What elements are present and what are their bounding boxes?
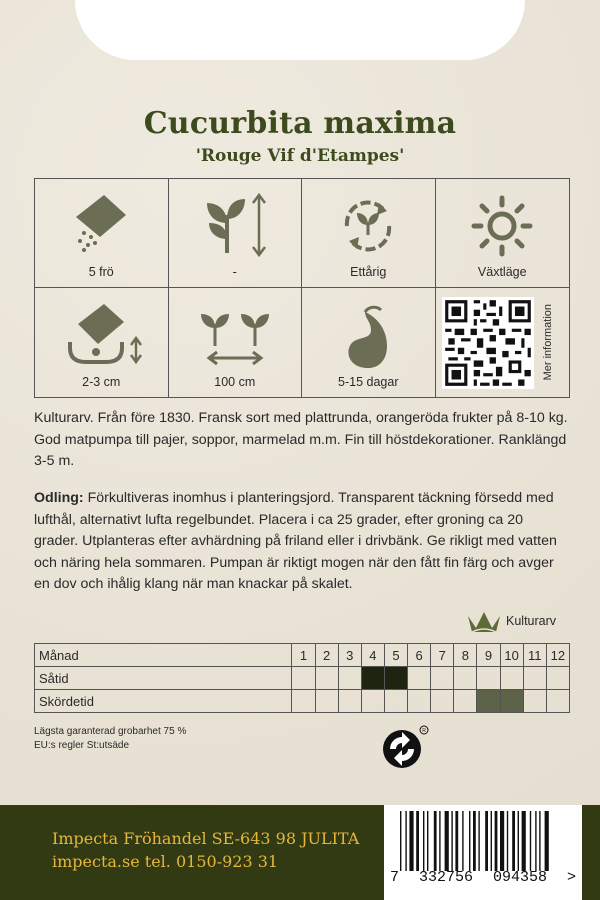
seed-packet-icon [66, 193, 136, 259]
barcode-bar [485, 811, 488, 871]
barcode-bar [522, 811, 526, 871]
barcode-bar [491, 811, 492, 871]
month-5: 5 [384, 644, 407, 667]
info-cell-seed-count [35, 179, 169, 288]
qr-code-icon[interactable] [442, 297, 534, 389]
calendar-cell [523, 667, 546, 690]
barcode-bar [539, 811, 540, 871]
calendar-row-harvest [35, 690, 570, 713]
calendar-cell [384, 690, 407, 713]
barcode-bar [500, 811, 504, 871]
product-title: Cucurbita maxima [143, 106, 457, 141]
barcode-bar [530, 811, 531, 871]
month-1: 1 [292, 644, 315, 667]
company-address: Impecta Fröhandel SE-643 98 JULITA [52, 829, 360, 848]
barcode-bar [423, 811, 424, 871]
barcode-digit-group-1: 332756 [418, 869, 473, 886]
month-10: 10 [500, 644, 523, 667]
calendar-cell [315, 690, 338, 713]
calendar-cell [477, 690, 500, 713]
calendar-cell [546, 690, 569, 713]
info-cell-sowing-depth [35, 288, 169, 397]
calendar-cell [361, 667, 384, 690]
barcode-bar [427, 811, 428, 871]
cultivation-heading: Odling: [34, 490, 84, 506]
life-cycle-label: Ettårig [350, 265, 387, 279]
company-contact: impecta.se tel. 0150-923 31 [52, 852, 279, 871]
barcode-bar [455, 811, 458, 871]
eu-regulation-note: EU:s regler St:utsäde [34, 740, 130, 751]
green-dot-icon [380, 722, 430, 777]
barcode-digits [384, 869, 582, 886]
more-info-label[interactable]: Mer information [541, 304, 554, 381]
calendar-cell [431, 690, 454, 713]
germination-label: 5-15 dagar [338, 375, 399, 389]
barcode-bar [439, 811, 440, 871]
month-header: Månad [35, 644, 292, 667]
barcode-bar [545, 811, 549, 871]
sowing-time-label: Såtid [35, 667, 292, 690]
calendar-cell [338, 690, 361, 713]
month-12: 12 [546, 644, 569, 667]
calendar-cell [292, 690, 315, 713]
barcode-bar [405, 811, 406, 871]
calendar-cell [477, 667, 500, 690]
calendar-cell [454, 690, 477, 713]
barcode-bar [495, 811, 498, 871]
calendar-cell [454, 667, 477, 690]
sowing-depth-icon [56, 302, 146, 368]
barcode-bar [462, 811, 463, 871]
seed-count-label: 5 frö [88, 265, 114, 279]
calendar-cell [292, 667, 315, 690]
calendar-cell [431, 667, 454, 690]
barcode-bar [473, 811, 476, 871]
month-2: 2 [315, 644, 338, 667]
barcode-bar [445, 811, 449, 871]
info-cell-location [436, 179, 570, 288]
barcode-bars [384, 805, 582, 875]
barcode-bar [518, 811, 519, 871]
calendar-cell [500, 690, 523, 713]
barcode-bar [400, 811, 401, 871]
calendar-cell [384, 667, 407, 690]
info-cell-more-info[interactable] [436, 288, 570, 397]
barcode [384, 805, 582, 900]
barcode-digit-group-2: 094358 [492, 869, 547, 886]
barcode-bar [451, 811, 452, 871]
plant-height-label: - [232, 265, 237, 279]
crown-icon [466, 608, 502, 634]
info-cell-plant-spacing [169, 288, 303, 397]
germination-icon [335, 302, 401, 372]
info-grid [34, 178, 570, 398]
sun-icon [469, 193, 535, 259]
barcode-bar [416, 811, 419, 871]
calendar-cell [315, 667, 338, 690]
info-cell-plant-height [169, 179, 303, 288]
info-cell-life-cycle [302, 179, 436, 288]
month-4: 4 [361, 644, 384, 667]
calendar-header-row [35, 644, 570, 667]
plant-spacing-icon [195, 302, 275, 368]
barcode-bar [507, 811, 508, 871]
month-9: 9 [477, 644, 500, 667]
barcode-bar [478, 811, 479, 871]
barcode-digit-suffix: > [566, 869, 576, 886]
calendar-cell [361, 690, 384, 713]
sowing-depth-label: 2-3 cm [82, 375, 121, 389]
product-subtitle: 'Rouge Vif d'Etampes' [195, 146, 405, 166]
hanger-cutout [75, 0, 525, 60]
calendar-row-sowing [35, 667, 570, 690]
svg-text:R: R [422, 728, 426, 734]
plant-height-icon [195, 193, 275, 259]
calendar-cell [500, 667, 523, 690]
calendar-cell [408, 690, 431, 713]
info-cell-germination [302, 288, 436, 397]
calendar-cell [546, 667, 569, 690]
barcode-bar [512, 811, 515, 871]
description-text: Kulturarv. Från före 1830. Fransk sort med plattrunda, orangeröda frukter på 8-10 kg. God matpumpa till pajer, soppor, marmelad m.m. Fin till höstdekorationer. Ranklängd 3-5 m. [34, 410, 568, 469]
barcode-bar [409, 811, 413, 871]
annual-cycle-icon [335, 193, 401, 259]
location-label: Växtläge [477, 265, 527, 279]
heritage-label: Kulturarv [506, 614, 557, 628]
calendar-cell [338, 667, 361, 690]
calendar-cell [523, 690, 546, 713]
barcode-bar [469, 811, 470, 871]
month-7: 7 [431, 644, 454, 667]
barcode-bar [434, 811, 437, 871]
month-6: 6 [408, 644, 431, 667]
heritage-badge [466, 608, 556, 634]
month-8: 8 [454, 644, 477, 667]
cultivation-text [34, 488, 570, 596]
calendar-cell [408, 667, 431, 690]
month-11: 11 [523, 644, 546, 667]
cultivation-body: Förkultiveras inomhus i planteringsjord. Transparent täckning försedd med lufthål, alternativt lufta regelbundet. Placera i ca 25 grader, efter groning ca 20 grader. Utplanteras efter avhärdning på friland eller i drivbänk. Ge rikligt med vatten och näring hela sommaren. Pumpan är riktigt mogen när den fått fin färg och avger en dov och ihålig klang när man knackar på skalet. [34, 490, 557, 592]
barcode-bar [535, 811, 536, 871]
month-3: 3 [338, 644, 361, 667]
sowing-calendar [34, 643, 570, 713]
harvest-time-label: Skördetid [35, 690, 292, 713]
barcode-digit-prefix: 7 [390, 869, 400, 886]
plant-spacing-label: 100 cm [214, 375, 256, 389]
germination-guarantee: Lägsta garanterad grobarhet 75 % [34, 726, 187, 737]
